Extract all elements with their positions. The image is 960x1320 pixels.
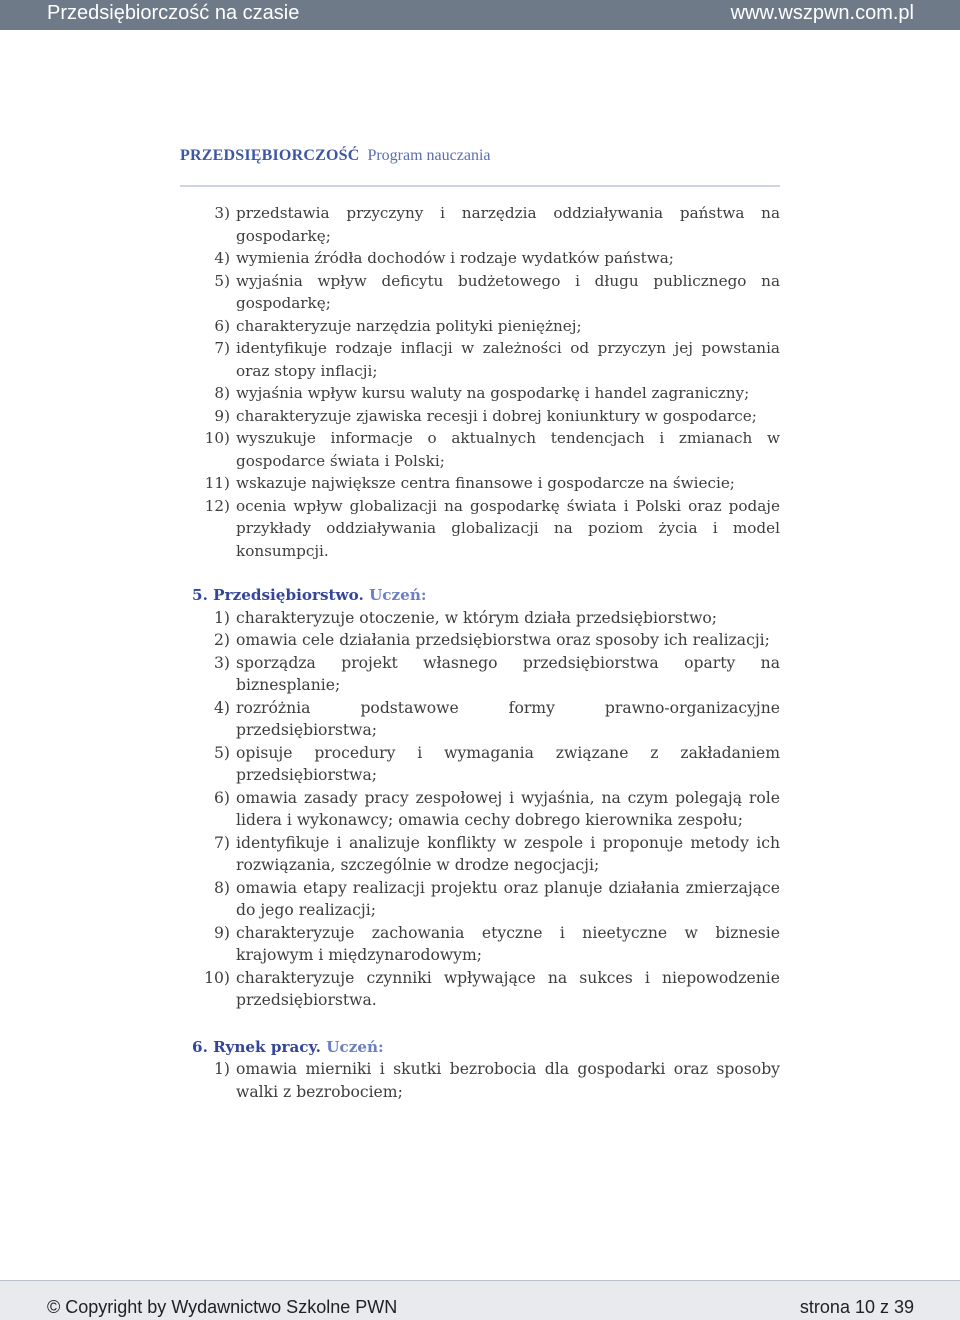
item-text: charakteryzuje zjawiska recesji i dobrej koniunktury w gospodarce; — [236, 406, 757, 425]
item-text: sporządza projekt własnego przedsiębiorstwa oparty na biznesplanie; — [236, 653, 780, 694]
item-text: rozróżnia podstawowe formy prawno-organizacyjne przedsiębiorstwa; — [236, 698, 780, 739]
item-number: 1) — [213, 1060, 230, 1078]
item-text: omawia etapy realizacji projektu oraz planuje działania zmierzające do jego realizacji; — [236, 878, 780, 919]
document-title: Przedsiębiorczość na czasie — [47, 2, 300, 24]
header-subtitle: Program nauczania — [367, 147, 491, 164]
section-5-lead: Uczeń: — [369, 586, 427, 604]
list-item — [192, 922, 780, 967]
item-text: omawia cele działania przedsiębiorstwa oraz sposoby ich realizacji; — [236, 631, 770, 649]
website-link[interactable]: www.wszpwn.com.pl — [730, 2, 914, 24]
list-item — [192, 629, 780, 652]
item-number: 3) — [213, 653, 230, 672]
item-text: wskazuje największe centra finansowe i gospodarcze na świecie; — [236, 474, 735, 492]
item-number: 11) — [204, 474, 230, 492]
item-number: 12) — [204, 496, 230, 515]
copyright-notice: © Copyright by Wydawnictwo Szkolne PWN — [47, 1297, 398, 1317]
list-item — [192, 877, 780, 922]
item-text: charakteryzuje narzędzia polityki pieniężnej; — [236, 316, 582, 335]
list-item — [192, 472, 780, 495]
item-text: wyjaśnia wpływ kursu waluty na gospodarkę i handel zagraniczny; — [236, 384, 750, 402]
list-item — [192, 270, 780, 315]
item-number: 3) — [214, 204, 230, 222]
item-number: 7) — [214, 339, 230, 357]
item-number: 2) — [213, 631, 230, 649]
item-text: ocenia wpływ globalizacji na gospodarkę świata i Polski oraz podaje przykłady oddziaływania globalizacji na poziom życia i model konsumpcji. — [236, 496, 780, 560]
item-number: 7) — [213, 833, 230, 852]
item-number: 4) — [214, 249, 230, 267]
item-text: omawia mierniki i skutki bezrobocia dla gospodarki oraz sposoby walki z bezrobociem; — [236, 1060, 780, 1101]
item-number: 6) — [213, 788, 230, 807]
item-number: 8) — [214, 384, 230, 402]
section-6-heading — [192, 1036, 780, 1059]
section-6-lead: Uczeń: — [326, 1037, 384, 1056]
item-text: wymienia źródła dochodów i rodzaje wydatków państwa; — [236, 249, 674, 267]
item-number: 9) — [214, 406, 230, 425]
list-section-5 — [192, 607, 780, 1012]
list-item — [192, 382, 780, 405]
item-number: 8) — [213, 878, 230, 897]
section-5-title: 5. Przedsiębiorstwo. — [192, 586, 364, 604]
item-text: przedstawia przyczyny i narzędzia oddziaływania państwa na gospodarkę; — [236, 204, 780, 245]
list-item — [192, 697, 780, 742]
item-text: wyjaśnia wpływ deficytu budżetowego i długu publicznego na gospodarkę; — [236, 271, 780, 312]
page-header — [180, 147, 780, 187]
list-item — [192, 247, 780, 270]
item-number: 9) — [213, 923, 230, 942]
list-item — [192, 1058, 780, 1103]
item-number: 1) — [213, 608, 230, 627]
header-brand: PRZEDSIĘBIORCZOŚĆ — [180, 147, 360, 164]
item-text: charakteryzuje zachowania etyczne i nieetyczne w biznesie krajowym i międzynarodowym; — [236, 923, 780, 964]
item-number: 5) — [213, 743, 230, 762]
list-item — [192, 652, 780, 697]
item-text: opisuje procedury i wymagania związane z zakładaniem przedsiębiorstwa; — [236, 743, 780, 784]
list-item — [192, 337, 780, 382]
page-content — [192, 202, 780, 1103]
list-item — [192, 787, 780, 832]
list-item — [192, 427, 780, 472]
list-section-4 — [192, 202, 780, 562]
item-text: charakteryzuje otoczenie, w którym działa przedsiębiorstwo; — [236, 608, 718, 627]
section-5-heading — [192, 584, 780, 607]
list-item — [192, 607, 780, 630]
item-text: identyfikuje rodzaje inflacji w zależności od przyczyn jej powstania oraz stopy inflacji; — [236, 339, 780, 380]
list-item — [192, 315, 780, 338]
item-number: 10) — [204, 429, 230, 447]
page-footer — [0, 1280, 960, 1320]
page-indicator: strona 10 z 39 — [799, 1297, 914, 1317]
list-item — [192, 405, 780, 428]
item-number: 5) — [214, 271, 230, 290]
top-bar — [0, 0, 960, 30]
list-item — [192, 967, 780, 1012]
item-number: 4) — [213, 698, 230, 717]
list-item — [192, 202, 780, 247]
item-text: identyfikuje i analizuje konflikty w zespole i proponuje metody ich rozwiązania, szczególnie w drodze negocjacji; — [236, 833, 780, 874]
list-item — [192, 742, 780, 787]
item-text: wyszukuje informacje o aktualnych tendencjach i zmianach w gospodarce świata i Polski; — [236, 429, 780, 470]
item-number: 6) — [214, 316, 230, 335]
item-number: 10) — [204, 968, 230, 987]
item-text: charakteryzuje czynniki wpływające na sukces i niepowodzenie przedsiębiorstwa. — [236, 968, 780, 1009]
list-item — [192, 495, 780, 563]
item-text: omawia zasady pracy zespołowej i wyjaśnia, na czym polegają role lidera i wykonawcy; omawia cechy dobrego kierownika zespołu; — [236, 788, 780, 829]
list-section-6 — [192, 1058, 780, 1103]
section-6-title: 6. Rynek pracy. — [192, 1037, 321, 1056]
list-item — [192, 832, 780, 877]
